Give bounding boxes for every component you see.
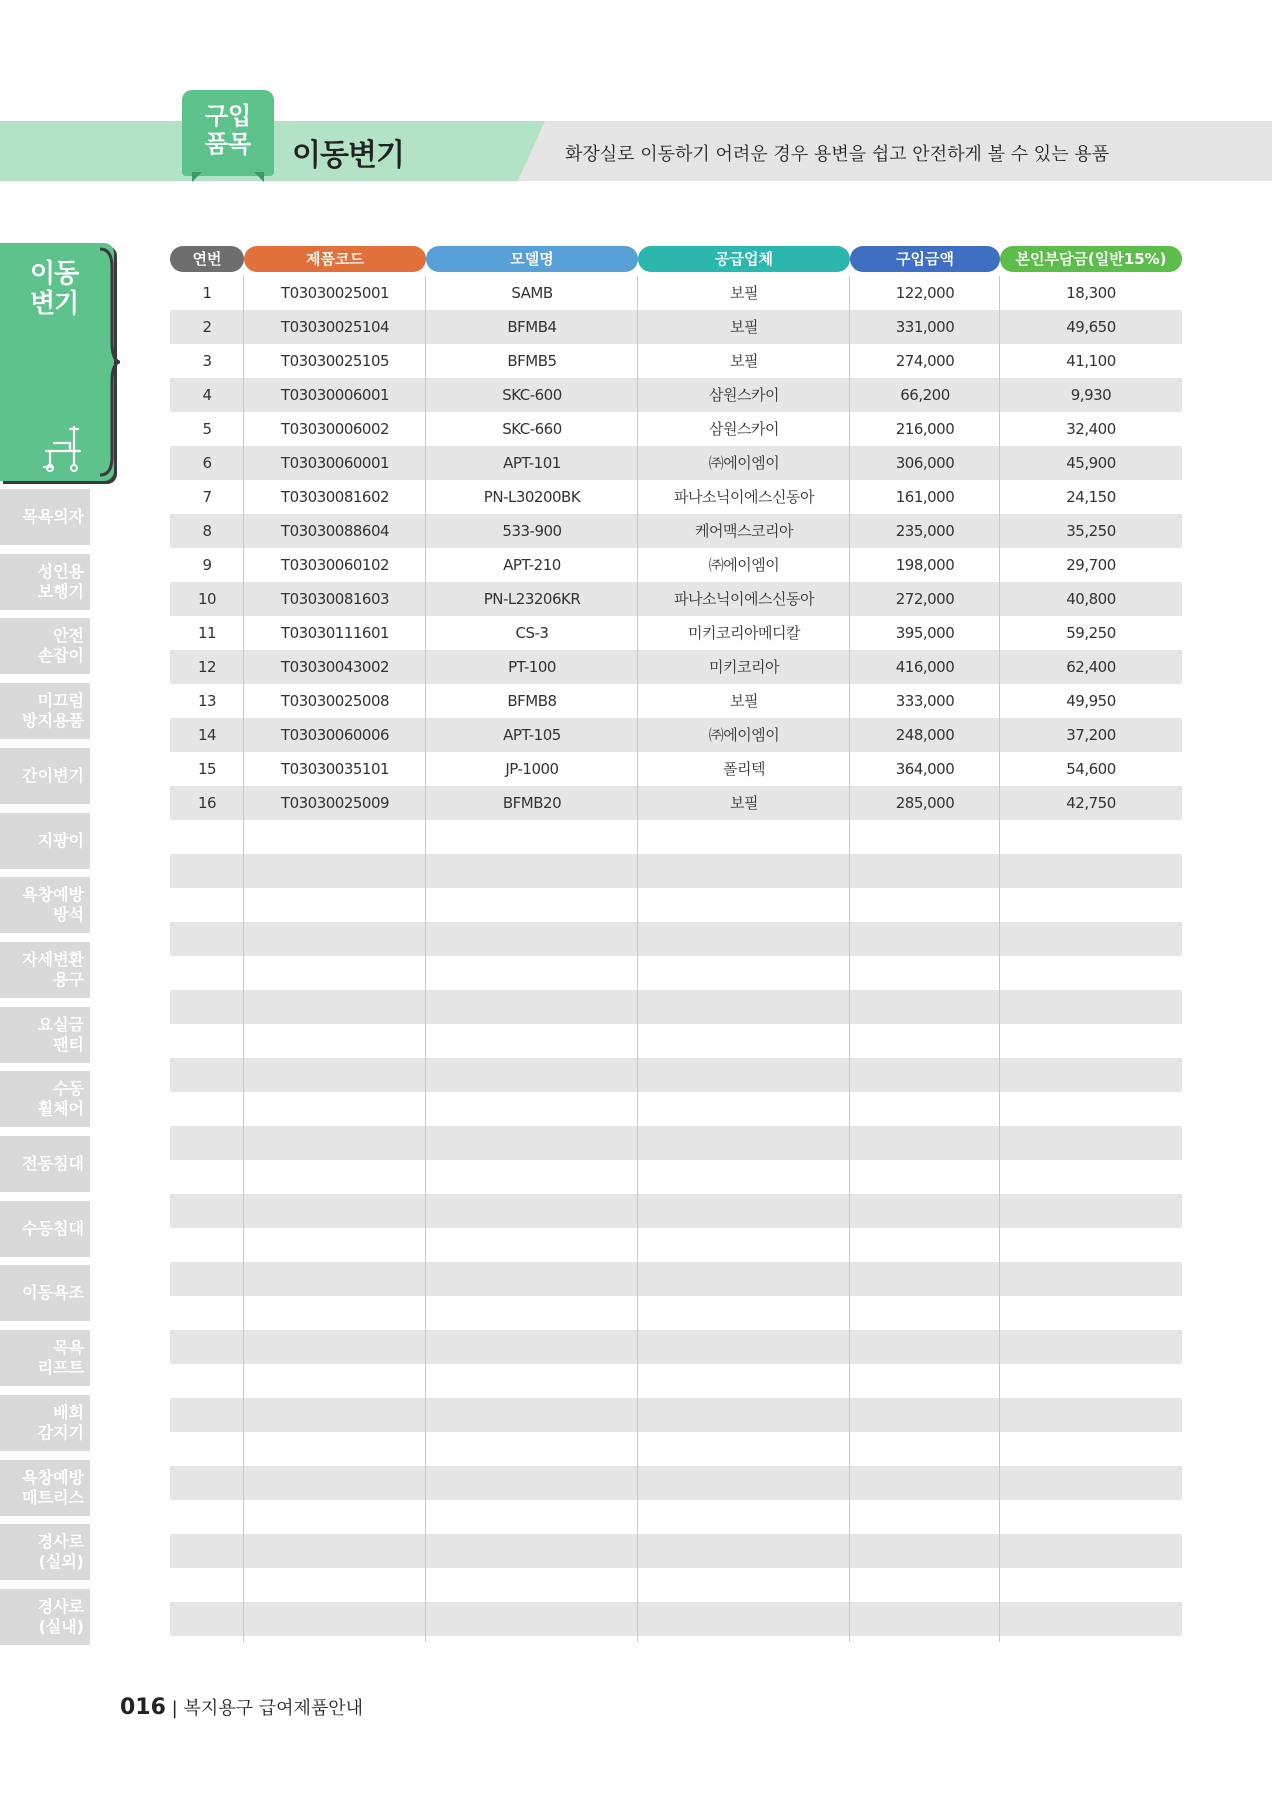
cell-purchase-price: 274,000: [895, 352, 955, 370]
cell-model-name: PN-L30200BK: [483, 488, 581, 506]
table-row: [170, 1364, 1182, 1398]
column-divider: [425, 276, 426, 1642]
cell-index: 6: [202, 454, 212, 472]
page-footer: [120, 1694, 363, 1720]
table-row: [170, 1500, 1182, 1534]
sidebar-item-label: 성인용 보행기: [37, 562, 84, 601]
table-row: [170, 1602, 1182, 1636]
table-row: [170, 922, 1182, 956]
cell-index: 13: [197, 692, 217, 710]
cell-model-name: SKC-600: [502, 386, 562, 404]
cell-copayment: 49,950: [1066, 692, 1116, 710]
sidebar-item[interactable]: [0, 1136, 90, 1192]
table-row: [170, 446, 1182, 480]
cell-supplier: ㈜에이엠이: [708, 454, 780, 472]
sidebar-item[interactable]: [0, 877, 90, 933]
badge-line2: 품목: [204, 130, 252, 158]
badge-line1: 구입: [204, 102, 252, 130]
cell-supplier: 폴리텍: [723, 760, 765, 778]
cell-index: 14: [197, 726, 217, 744]
cell-supplier: 보필: [730, 794, 758, 812]
column-divider: [999, 276, 1000, 1642]
sidebar-active-label: [30, 259, 78, 319]
table-row: [170, 412, 1182, 446]
cell-product-code: T03030043002: [280, 658, 390, 676]
sidebar-item-label: 욕창예방 매트리스: [22, 1468, 84, 1507]
cell-copayment: 32,400: [1066, 420, 1116, 438]
column-divider: [243, 276, 244, 1642]
page-title: 이동변기: [292, 138, 404, 173]
cell-purchase-price: 198,000: [895, 556, 955, 574]
cell-model-name: APT-105: [503, 726, 561, 744]
cell-copayment: 62,400: [1066, 658, 1116, 676]
header-purchase-price: 구입금액: [850, 246, 1000, 272]
table-row: [170, 548, 1182, 582]
table-row: [170, 1398, 1182, 1432]
commode-chair-icon: [40, 423, 86, 473]
sidebar-item-label: 이동욕조: [22, 1283, 84, 1302]
cell-purchase-price: 285,000: [895, 794, 955, 812]
cell-supplier: ㈜에이엠이: [708, 556, 780, 574]
sidebar-item[interactable]: [0, 554, 90, 610]
sidebar-item-label: 수동 휠체어: [37, 1079, 84, 1118]
sidebar-item-label: 경사로 (실내): [37, 1597, 84, 1636]
sidebar-item[interactable]: [0, 748, 90, 804]
cell-model-name: APT-210: [503, 556, 561, 574]
sidebar-item[interactable]: [0, 1265, 90, 1321]
table-row: [170, 752, 1182, 786]
cell-index: 8: [202, 522, 212, 540]
cell-purchase-price: 306,000: [895, 454, 955, 472]
cell-copayment: 9,930: [1070, 386, 1112, 404]
sidebar-item-label: 배회 감지기: [37, 1403, 84, 1442]
cell-index: 3: [202, 352, 212, 370]
table-row: [170, 1228, 1182, 1262]
cell-product-code: T03030006002: [280, 420, 390, 438]
table-row: [170, 480, 1182, 514]
table-row: [170, 1058, 1182, 1092]
cell-index: 11: [197, 624, 217, 642]
sidebar-item-label: 간이변기: [22, 766, 84, 785]
cell-supplier: 보필: [730, 352, 758, 370]
cell-product-code: T03030081603: [280, 590, 390, 608]
table-row: [170, 514, 1182, 548]
sidebar-item[interactable]: [0, 618, 90, 674]
table-row: [170, 1568, 1182, 1602]
table-row: [170, 1092, 1182, 1126]
sidebar-active-line2: 변기: [30, 289, 79, 319]
cell-purchase-price: 272,000: [895, 590, 955, 608]
sidebar-item-label: 자세변환 용구: [22, 950, 84, 989]
sidebar-item[interactable]: [0, 1395, 90, 1451]
cell-product-code: T03030060102: [280, 556, 390, 574]
table-row: [170, 888, 1182, 922]
cell-index: 2: [202, 318, 212, 336]
cell-purchase-price: 216,000: [895, 420, 955, 438]
cell-product-code: T03030060006: [280, 726, 390, 744]
cell-product-code: T03030025105: [280, 352, 390, 370]
cell-copayment: 45,900: [1066, 454, 1116, 472]
sidebar-item[interactable]: [0, 683, 90, 739]
table-row: [170, 786, 1182, 820]
sidebar-item-label: 경사로 (실외): [37, 1532, 84, 1571]
header-product-code: 제품코드: [244, 246, 426, 272]
cell-purchase-price: 331,000: [895, 318, 955, 336]
cell-supplier: 미키코리아메디칼: [688, 624, 800, 642]
table-row: [170, 820, 1182, 854]
cell-model-name: BFMB20: [502, 794, 562, 812]
cell-index: 4: [202, 386, 212, 404]
page-number: 016: [120, 1695, 166, 1720]
sidebar-item-label: 미끄럼 방지용품: [22, 691, 84, 730]
sidebar-item-label: 목욕의자: [22, 507, 84, 526]
table-row: [170, 1126, 1182, 1160]
table-row: [170, 1194, 1182, 1228]
cell-purchase-price: 66,200: [900, 386, 950, 404]
table-header: [170, 246, 1182, 272]
cell-copayment: 37,200: [1066, 726, 1116, 744]
cell-model-name: PT-100: [508, 658, 556, 676]
footer-divider: |: [171, 1698, 184, 1719]
column-divider: [849, 276, 850, 1642]
cell-index: 5: [202, 420, 212, 438]
header-copayment: 본인부담금(일반15%): [1000, 246, 1182, 272]
badge-fold-left: [192, 172, 202, 182]
sidebar-item-label: 욕창예방 방석: [22, 885, 84, 924]
cell-model-name: SKC-660: [502, 420, 562, 438]
cell-product-code: T03030111601: [280, 624, 390, 642]
sidebar-item[interactable]: [0, 1071, 90, 1127]
table-row: [170, 650, 1182, 684]
cell-index: 9: [202, 556, 212, 574]
table-row: [170, 344, 1182, 378]
cell-purchase-price: 161,000: [895, 488, 955, 506]
sidebar-item[interactable]: [0, 1330, 90, 1386]
brace-icon: [98, 247, 120, 477]
cell-copayment: 24,150: [1066, 488, 1116, 506]
cell-product-code: T03030081602: [280, 488, 390, 506]
page-subtitle: 화장실로 이동하기 어려운 경우 용변을 쉽고 안전하게 볼 수 있는 용품: [565, 144, 1110, 165]
cell-supplier: 미키코리아: [709, 658, 779, 676]
sidebar-item-label: 안전 손잡이: [37, 626, 84, 665]
badge-fold-right: [254, 172, 264, 182]
cell-purchase-price: 364,000: [895, 760, 955, 778]
cell-copayment: 35,250: [1066, 522, 1116, 540]
table-row: [170, 1160, 1182, 1194]
cell-product-code: T03030088604: [280, 522, 390, 540]
table-row: [170, 1534, 1182, 1568]
sidebar-item[interactable]: [0, 1524, 90, 1580]
table-row: [170, 1432, 1182, 1466]
cell-product-code: T03030025009: [280, 794, 390, 812]
cell-product-code: T03030025104: [280, 318, 390, 336]
table-row: [170, 310, 1182, 344]
cell-purchase-price: 122,000: [895, 284, 955, 302]
cell-supplier: 삼원스카이: [709, 386, 779, 404]
cell-copayment: 41,100: [1066, 352, 1116, 370]
cell-copayment: 42,750: [1066, 794, 1116, 812]
cell-supplier: ㈜에이엠이: [708, 726, 780, 744]
cell-product-code: T03030035101: [280, 760, 390, 778]
table-row: [170, 276, 1182, 310]
header-index: 연번: [170, 246, 244, 272]
table-row: [170, 616, 1182, 650]
cell-purchase-price: 235,000: [895, 522, 955, 540]
cell-purchase-price: 248,000: [895, 726, 955, 744]
table-row: [170, 990, 1182, 1024]
cell-supplier: 파나소닉이에스신동아: [674, 488, 814, 506]
cell-supplier: 보필: [730, 692, 758, 710]
cell-copayment: 18,300: [1066, 284, 1116, 302]
table-row: [170, 956, 1182, 990]
cell-copayment: 40,800: [1066, 590, 1116, 608]
table-row: [170, 1262, 1182, 1296]
cell-index: 12: [197, 658, 217, 676]
column-divider: [637, 276, 638, 1642]
cell-index: 7: [202, 488, 212, 506]
sidebar-item[interactable]: [0, 942, 90, 998]
cell-index: 10: [197, 590, 217, 608]
cell-model-name: 533-900: [502, 522, 562, 540]
cell-model-name: CS-3: [515, 624, 549, 642]
header-supplier: 공급업체: [638, 246, 850, 272]
cell-index: 16: [197, 794, 217, 812]
cell-product-code: T03030025001: [280, 284, 390, 302]
cell-product-code: T03030060001: [280, 454, 390, 472]
sidebar-item-label: 전동침대: [22, 1154, 84, 1173]
cell-purchase-price: 416,000: [895, 658, 955, 676]
cell-model-name: BFMB4: [507, 318, 557, 336]
sidebar-item[interactable]: [0, 1007, 90, 1063]
sidebar-item[interactable]: [0, 489, 90, 545]
cell-supplier: 보필: [730, 318, 758, 336]
cell-copayment: 59,250: [1066, 624, 1116, 642]
cell-model-name: JP-1000: [505, 760, 559, 778]
cell-model-name: BFMB5: [507, 352, 557, 370]
table-row: [170, 582, 1182, 616]
header-model-name: 모델명: [426, 246, 638, 272]
table-row: [170, 1024, 1182, 1058]
cell-model-name: SAMB: [511, 284, 553, 302]
cell-model-name: BFMB8: [507, 692, 557, 710]
cell-product-code: T03030025008: [280, 692, 390, 710]
table-row: [170, 684, 1182, 718]
table-row: [170, 718, 1182, 752]
cell-supplier: 보필: [730, 284, 758, 302]
cell-supplier: 케어맥스코리아: [695, 522, 793, 540]
table-row: [170, 854, 1182, 888]
sidebar-item-label: 요실금 팬티: [37, 1015, 84, 1054]
cell-purchase-price: 395,000: [895, 624, 955, 642]
cell-copayment: 29,700: [1066, 556, 1116, 574]
cell-product-code: T03030006001: [280, 386, 390, 404]
cell-purchase-price: 333,000: [895, 692, 955, 710]
sidebar-item-label: 지팡이: [37, 831, 84, 850]
table-row: [170, 378, 1182, 412]
table-row: [170, 1330, 1182, 1364]
table-row: [170, 1296, 1182, 1330]
cell-index: 15: [197, 760, 217, 778]
cell-copayment: 54,600: [1066, 760, 1116, 778]
footer-text: 복지용구 급여제품안내: [183, 1698, 364, 1719]
sidebar-item[interactable]: [0, 1589, 90, 1645]
sidebar-item[interactable]: [0, 813, 90, 869]
product-table: [170, 246, 1182, 812]
sidebar-item-label: 수동침대: [22, 1219, 84, 1238]
cell-model-name: PN-L23206KR: [483, 590, 581, 608]
table-row: [170, 1466, 1182, 1500]
cell-model-name: APT-101: [503, 454, 561, 472]
cell-supplier: 삼원스카이: [709, 420, 779, 438]
purchase-item-badge: [182, 90, 274, 176]
sidebar-item-active[interactable]: [0, 243, 114, 481]
sidebar-item[interactable]: [0, 1201, 90, 1257]
sidebar-item-label: 목욕 리프트: [37, 1338, 84, 1377]
cell-copayment: 49,650: [1066, 318, 1116, 336]
cell-supplier: 파나소닉이에스신동아: [674, 590, 814, 608]
sidebar-active-line1: 이동: [30, 259, 79, 289]
cell-index: 1: [202, 284, 212, 302]
sidebar-item[interactable]: [0, 1460, 90, 1516]
table-body: [170, 276, 1182, 1636]
